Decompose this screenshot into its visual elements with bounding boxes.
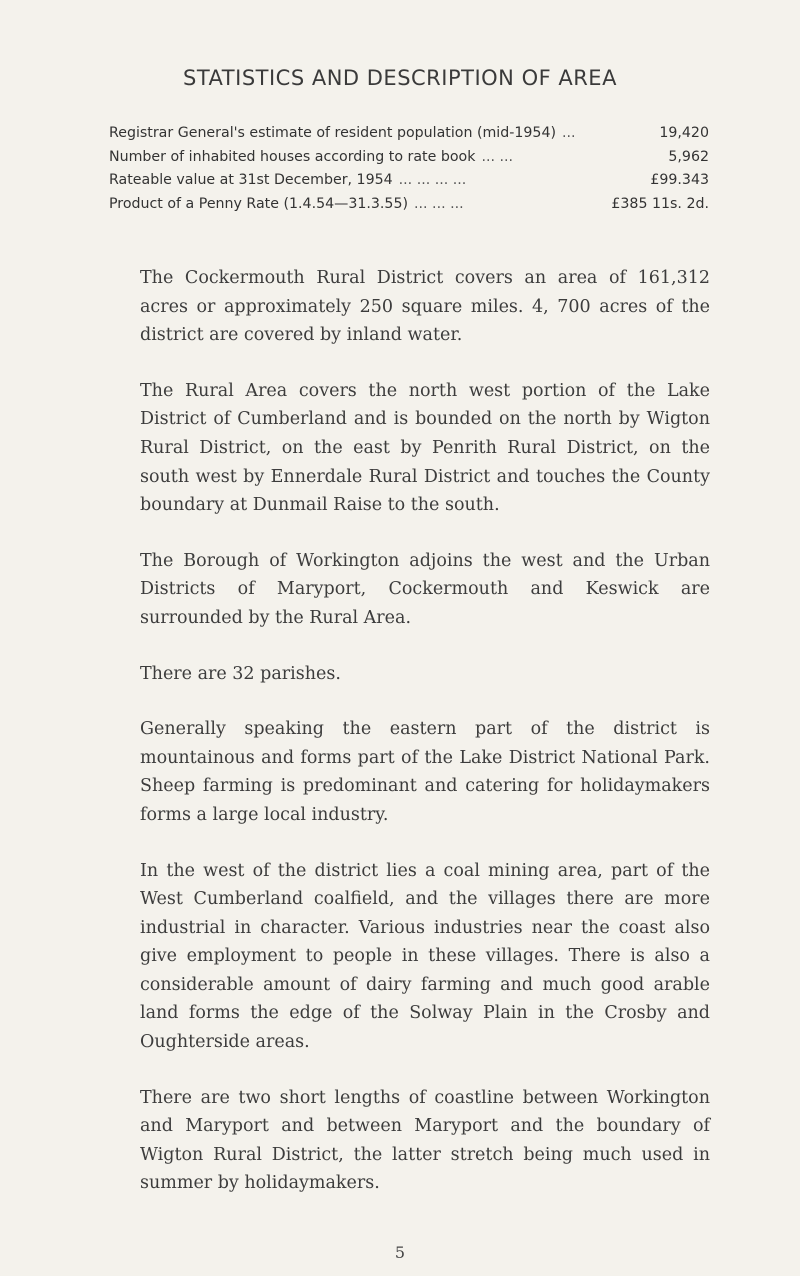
stat-value: £99.343 bbox=[650, 172, 709, 188]
stat-label: Number of inhabited houses according to rate book bbox=[109, 148, 476, 165]
stat-leader-dots: ... ... bbox=[481, 148, 514, 165]
stat-leader-dots: ... bbox=[562, 125, 576, 141]
stat-label: Rateable value at 31st December, 1954 bbox=[109, 172, 393, 188]
stat-row-rateable-value bbox=[109, 169, 709, 193]
stat-value: £385 11s. 2d. bbox=[611, 195, 709, 212]
paragraph-area: The Cockermouth Rural District covers an area of 161,312 acres or approximately 250 square miles. 4, 700 acres of the district are covered by inland water. bbox=[140, 268, 710, 346]
stat-label: Registrar General's estimate of resident population (mid-1954) bbox=[109, 125, 557, 141]
stat-row-penny-rate bbox=[109, 193, 709, 217]
stat-leader-dots: ... ... ... bbox=[414, 195, 464, 212]
page-title: STATISTICS AND DESCRIPTION OF AREA bbox=[183, 66, 617, 90]
paragraph-boundaries: The Rural Area covers the north west portion of the Lake District of Cumberland and is bounded on the north by Wigton Rural District, on the east by Penrith Rural District, on the south west by Ennerdale Rural District and touches the County boundary at Dunmail Raise to the south. bbox=[140, 380, 710, 516]
stat-value: 5,962 bbox=[668, 148, 709, 165]
stat-value: 19,420 bbox=[659, 125, 709, 141]
paragraph-parishes: There are 32 parishes. bbox=[140, 663, 341, 684]
stat-row-houses bbox=[109, 146, 709, 170]
paragraph-coastline: There are two short lengths of coastline between Workington and Maryport and between Maryport and the boundary of Wigton Rural District, the latter stretch being much used in summer by holidaymakers. bbox=[140, 1087, 710, 1194]
stat-row-population bbox=[109, 122, 709, 146]
description-body bbox=[140, 264, 710, 1225]
stat-leader-dots: ... ... ... ... bbox=[398, 172, 467, 188]
stat-label: Product of a Penny Rate (1.4.54—31.3.55) bbox=[109, 195, 409, 212]
paragraph-east: Generally speaking the eastern part of the district is mountainous and forms part of the Lake District National Park. Sheep farming is predominant and catering for holidaymakers forms a large local industry. bbox=[140, 719, 710, 825]
statistics-table bbox=[109, 122, 709, 216]
page-number: 5 bbox=[394, 1243, 406, 1262]
paragraph-borough: The Borough of Workington adjoins the west and the Urban Districts of Maryport, Cockermouth and Keswick are surrounded by the Rural Area. bbox=[140, 550, 710, 628]
paragraph-west: In the west of the district lies a coal mining area, part of the West Cumberland coalfield, and the villages there are more industrial in character. Various industries near the coast also give employment to people in these villages. There is also a considerable amount of dairy farming and much good arable land forms the edge of the Solway Plain in the Crosby and Oughterside areas. bbox=[140, 860, 710, 1053]
